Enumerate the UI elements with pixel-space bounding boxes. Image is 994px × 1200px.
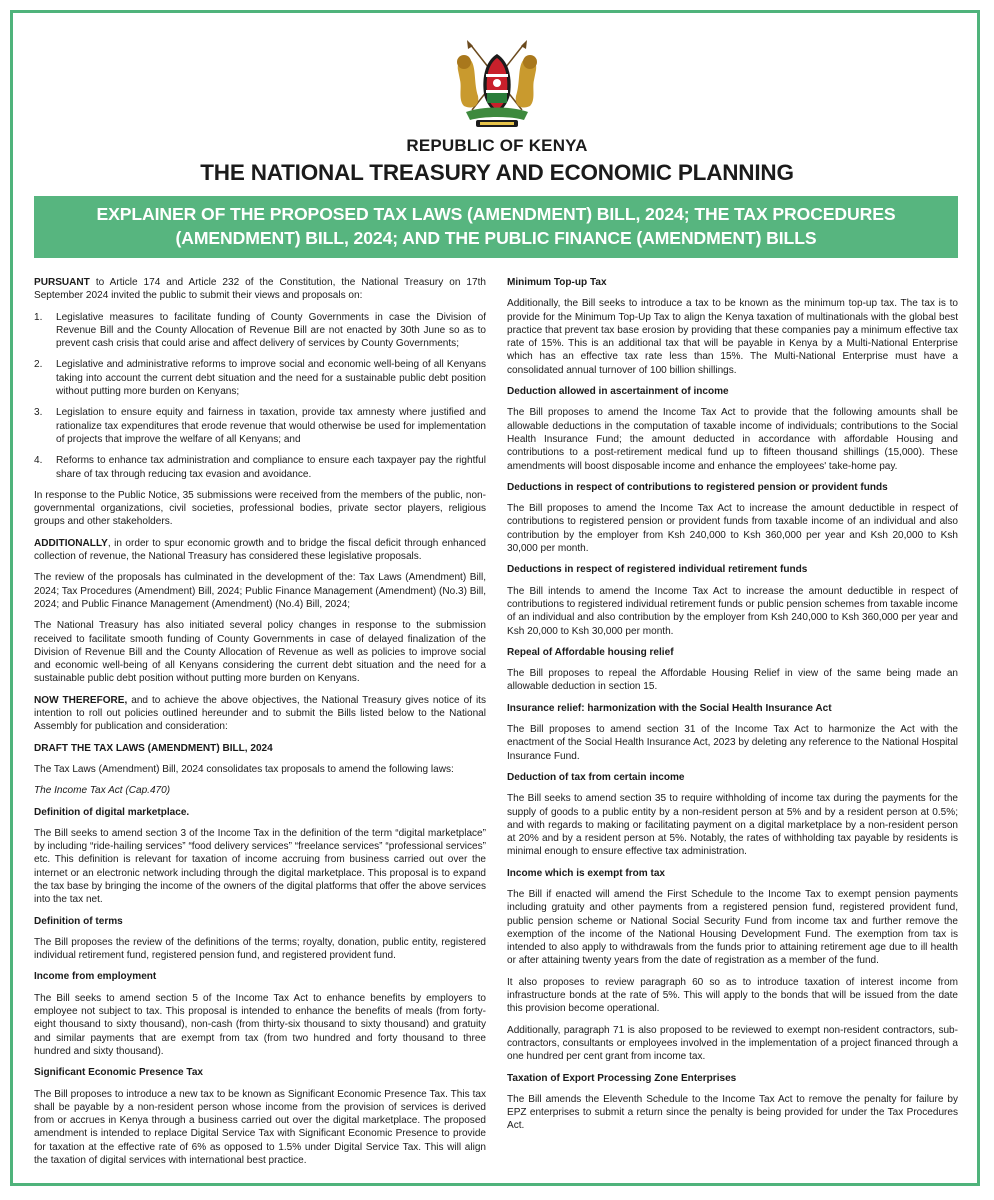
housing-relief-heading: Repeal of Affordable housing relief [507, 646, 674, 658]
response-paragraph: In response to the Public Notice, 35 submissions were received from the members of the public, non-governmental organizations, civil societies, professional bodies, private sector players, religious groups and other stakeholders. [34, 489, 486, 528]
list-text: Legislative and administrative reforms to improve social and economic well-being of all Kenyans taking into account the current debt situation and the need for a sustainable public debt position without putting more burden on Kenyans; [56, 359, 486, 398]
list-number: 3. [34, 407, 43, 419]
list-item [34, 406, 486, 446]
deduction-allowed-heading: Deduction allowed in ascertainment of income [507, 386, 729, 398]
employment-income-heading: Income from employment [34, 971, 157, 983]
draft-bill-heading: DRAFT THE TAX LAWS (AMENDMENT) BILL, 2024 [34, 742, 273, 754]
sep-tax-paragraph: The Bill proposes to introduce a new tax to be known as Significant Economic Presence Tax. This tax shall be payable by a non-resident person whose income from the provision of services is derived from or accrues in Kenya through a business carried out over the digital marketplace. The proposed amendment is intended to replace Digital Service Tax with Significant Economic Presence to provide for taxation at the effective rate of 6% as opposed to 1.5% under Digital Service Tax. This will align the taxation of digital services with international best practice. [34, 1088, 486, 1167]
exempt-income-paragraph-1: The Bill if enacted will amend the First Schedule to the Income Tax to exempt pension payments including gratuity and other payments from a registered pension fund, registered provident fund, public pension scheme or National Social Security Fund from income tax and further remove the exemption of the income of the National Housing Development Fund. The exemption from tax is intended to also apply to withdrawals from the funds prior to attaining retirement age due to ill health or after attaining twenty years from the date of registration as a member of the fund. [507, 888, 958, 967]
intro-text: to Article 174 and Article 232 of the Constitution, the National Treasury on 17th September 2024 invited the public to submit their views and proposals on: [34, 277, 486, 302]
proposal-list [34, 311, 486, 481]
banner-line-2: (AMENDMENT) BILL, 2024; AND THE PUBLIC FINANCE (AMENDMENT) BILLS [175, 228, 817, 248]
list-item [34, 454, 486, 481]
banner-line-1: EXPLAINER OF THE PROPOSED TAX LAWS (AMENDMENT) BILL, 2024; THE TAX PROCEDURES [96, 204, 896, 224]
digital-marketplace-heading: Definition of digital marketplace. [34, 806, 190, 818]
pension-deduction-heading: Deductions in respect of contributions to registered pension or provident funds [507, 481, 888, 493]
act-reference: The Income Tax Act (Cap.470) [34, 785, 171, 797]
intro-paragraph [34, 276, 486, 303]
insurance-relief-paragraph: The Bill proposes to amend section 31 of the Income Tax Act to harmonize the Act with the enactment of the Social Health Insurance Act, 2023 by deleting any reference to the National Hospital Insurance Fund. [507, 724, 958, 762]
now-therefore-paragraph [34, 694, 486, 734]
policy-paragraph: The National Treasury has also initiated several policy changes in response to the submission received to facilitate smooth funding of County Governments in case of delayed finalization of the Division of Revenue Bill and the County Allocation of Revenue as well as policies to improve social and economic well-being of all Kenyans considering the current debt situation and the need for a sustainable public debt position without putting more burden on Kenyans. [34, 620, 486, 685]
topup-tax-paragraph: Additionally, the Bill seeks to introduce a tax to be known as the minimum top-up tax. The tax is to provide for the Minimum Top-Up Tax to align the Kenya taxation of multinationals with the global best practice that prevent tax base erosion by providing that these companies pay a minimum effective tax rate of 15%. This is an additional tax that will be payable in Kenya by a Multi-National Enterprise which has an effective tax rate less than 15%. The Multi-National Enterprise must have a consolidated annual turnover of 100 billion shillings. [507, 298, 958, 376]
intro-lead: PURSUANT [34, 277, 90, 288]
review-paragraph: The review of the proposals has culminated in the development of the: Tax Laws (Amendment) Bill, 2024; Tax Procedures (Amendment) Bill, 2024; Public Finance Management (Amendment) (No.3) Bill, 2024; and Public Finance Management (Amendment) (No.4) Bill, 2024; [34, 572, 486, 610]
exempt-income-paragraph-2: It also proposes to review paragraph 60 so as to introduce taxation of interest income from infrastructure bonds at the rate of 5%. This will apply to the bonds that will be issued from the date this provision become operational. [507, 976, 958, 1015]
housing-relief-paragraph: The Bill proposes to repeal the Affordable Housing Relief in view of the same being made an allowable deduction in section 15. [507, 668, 958, 693]
list-text: Legislative measures to facilitate funding of County Governments in case the Division of Revenue Bill and the County Allocation of Revenue Bill are not enacted by 30th June so as to prevent cash crisis that could arise and affect delivery of services by County Governments; [56, 311, 486, 350]
list-number: 1. [34, 311, 43, 323]
list-number: 2. [34, 359, 43, 371]
coat-of-arms-icon [452, 40, 542, 132]
additionally-lead: ADDITIONALLY [34, 537, 108, 549]
list-number: 4. [34, 455, 43, 467]
list-text: Legislation to ensure equity and fairness in taxation, provide tax amnesty where justified and rationalize tax expenditures that erode revenue that would otherwise be used for implementation of projects that improve the welfare of all Kenyans; and [56, 407, 486, 445]
additionally-paragraph [34, 537, 486, 564]
definition-terms-heading: Definition of terms [34, 915, 123, 927]
republic-title: REPUBLIC OF KENYA [406, 136, 588, 155]
additionally-text: , in order to spur economic growth and to bridge the fiscal deficit through enhanced collection of revenue, the National Treasury has considered these legislative proposals. [34, 537, 486, 563]
insurance-relief-heading: Insurance relief: harmonization with the Social Health Insurance Act [507, 702, 832, 714]
epz-heading: Taxation of Export Processing Zone Enterprises [507, 1072, 737, 1084]
topup-tax-heading: Minimum Top-up Tax [507, 277, 607, 288]
digital-marketplace-paragraph: The Bill seeks to amend section 3 of the Income Tax in the definition of the term “digital marketplace” by including “ride-hailing services” “food delivery services” “freelance services” “professional services” etc. This definition is relevant for taxation of income accruing from business carried out over the internet or an electronic network including through the digital marketplace. This proposal is to expand the tax base by bringing the income of the owners of the digital platforms that offer the above services into the tax net. [34, 827, 486, 906]
now-therefore-lead: NOW THEREFORE, [34, 694, 128, 706]
sep-tax-heading: Significant Economic Presence Tax [34, 1067, 203, 1079]
retirement-deduction-paragraph: The Bill intends to amend the Income Tax Act to increase the amount deductible in respect of contributions to registered individual retirement funds or public pension schemes from taxable income of an individual and also contribution by the employer from Ksh 240,000 to Ksh 360,000 per year and Ksh 20,000 to Ksh 30,000 per month. [507, 585, 958, 637]
retirement-deduction-heading: Deductions in respect of registered individual retirement funds [507, 564, 808, 576]
exempt-income-heading: Income which is exempt from tax [507, 867, 666, 879]
definition-terms-paragraph: The Bill proposes the review of the definitions of the terms; royalty, donation, public entity, registered individual retirement fund, registered pension fund, and registered provident fund. [34, 936, 486, 962]
list-text: Reforms to enhance tax administration and compliance to ensure each taxpayer pay the rightful share of tax through reducing tax evasion and avoidance. [56, 455, 486, 480]
list-item [34, 358, 486, 398]
consolidates-paragraph: The Tax Laws (Amendment) Bill, 2024 consolidates tax proposals to amend the following laws: [34, 763, 454, 775]
explainer-banner [34, 196, 958, 258]
certain-income-paragraph: The Bill seeks to amend section 35 to require withholding of income tax during the payments for the supply of goods to a public entity by a non-resident person at 5% and by a resident person at 0.5%; and with regards to making or facilitating payment on a digital marketplace by a non-resident person at 20% and by a resident person at 5%. Notably, the rates of withholding tax payable by residents is minimal enough to ensure effective tax administration. [507, 793, 958, 858]
certain-income-heading: Deduction of tax from certain income [507, 771, 685, 783]
epz-paragraph: The Bill amends the Eleventh Schedule to the Income Tax Act to remove the penalty for failure by EPZ enterprises to submit a return since the penalty is being provided for under the Tax Procedures Act. [507, 1093, 958, 1132]
deduction-allowed-paragraph: The Bill proposes to amend the Income Tax Act to provide that the following amounts shall be allowable deductions in the computation of taxable income of individuals; contributions to the Social Health Insurance Fund; the amount deducted in accordance with affordable Housing and contributions to a post-retirement medical fund up to fifteen thousand shillings (15,000). These amendments will boost disposable income and enhance the employees' take-home pay. [507, 407, 958, 472]
list-item [34, 311, 486, 351]
exempt-income-paragraph-3: Additionally, paragraph 71 is also proposed to be reviewed to exempt non-resident contractors, sub-contractors, consultants or employees involved in the implementation of a project financed through a one hundred per cent grant from income tax. [507, 1024, 958, 1063]
employment-income-paragraph: The Bill seeks to amend section 5 of the Income Tax Act to enhance benefits by employers to employee not subject to tax. This proposal is intended to enhance the benefits of meals (from forty-eight thousand to sixty thousand), non-cash (from thirty-six thousand to sixty thousand) and gratuity and similar payments that are exempt from tax (from two hundred and forty thousand to three hundred and sixty thousand). [34, 992, 486, 1057]
pension-deduction-paragraph: The Bill proposes to amend the Income Tax Act to increase the amount deductible in respect of contributions to registered pension or provident funds from taxable income of an individual and also contribution by the employer from Ksh 240,000 to Ksh 360,000 per year and Ksh 20,000 to Ksh 30,000 per month. [507, 503, 958, 555]
right-column [507, 276, 958, 1141]
now-therefore-text: and to achieve the above objectives, the National Treasury gives notice of its intention to roll out policies outlined hereunder and to submit the Bills listed below to the National Assembly for publication and consideration: [34, 694, 486, 733]
left-column [34, 276, 486, 1175]
ministry-title: THE NATIONAL TREASURY AND ECONOMIC PLANNING [200, 160, 794, 185]
